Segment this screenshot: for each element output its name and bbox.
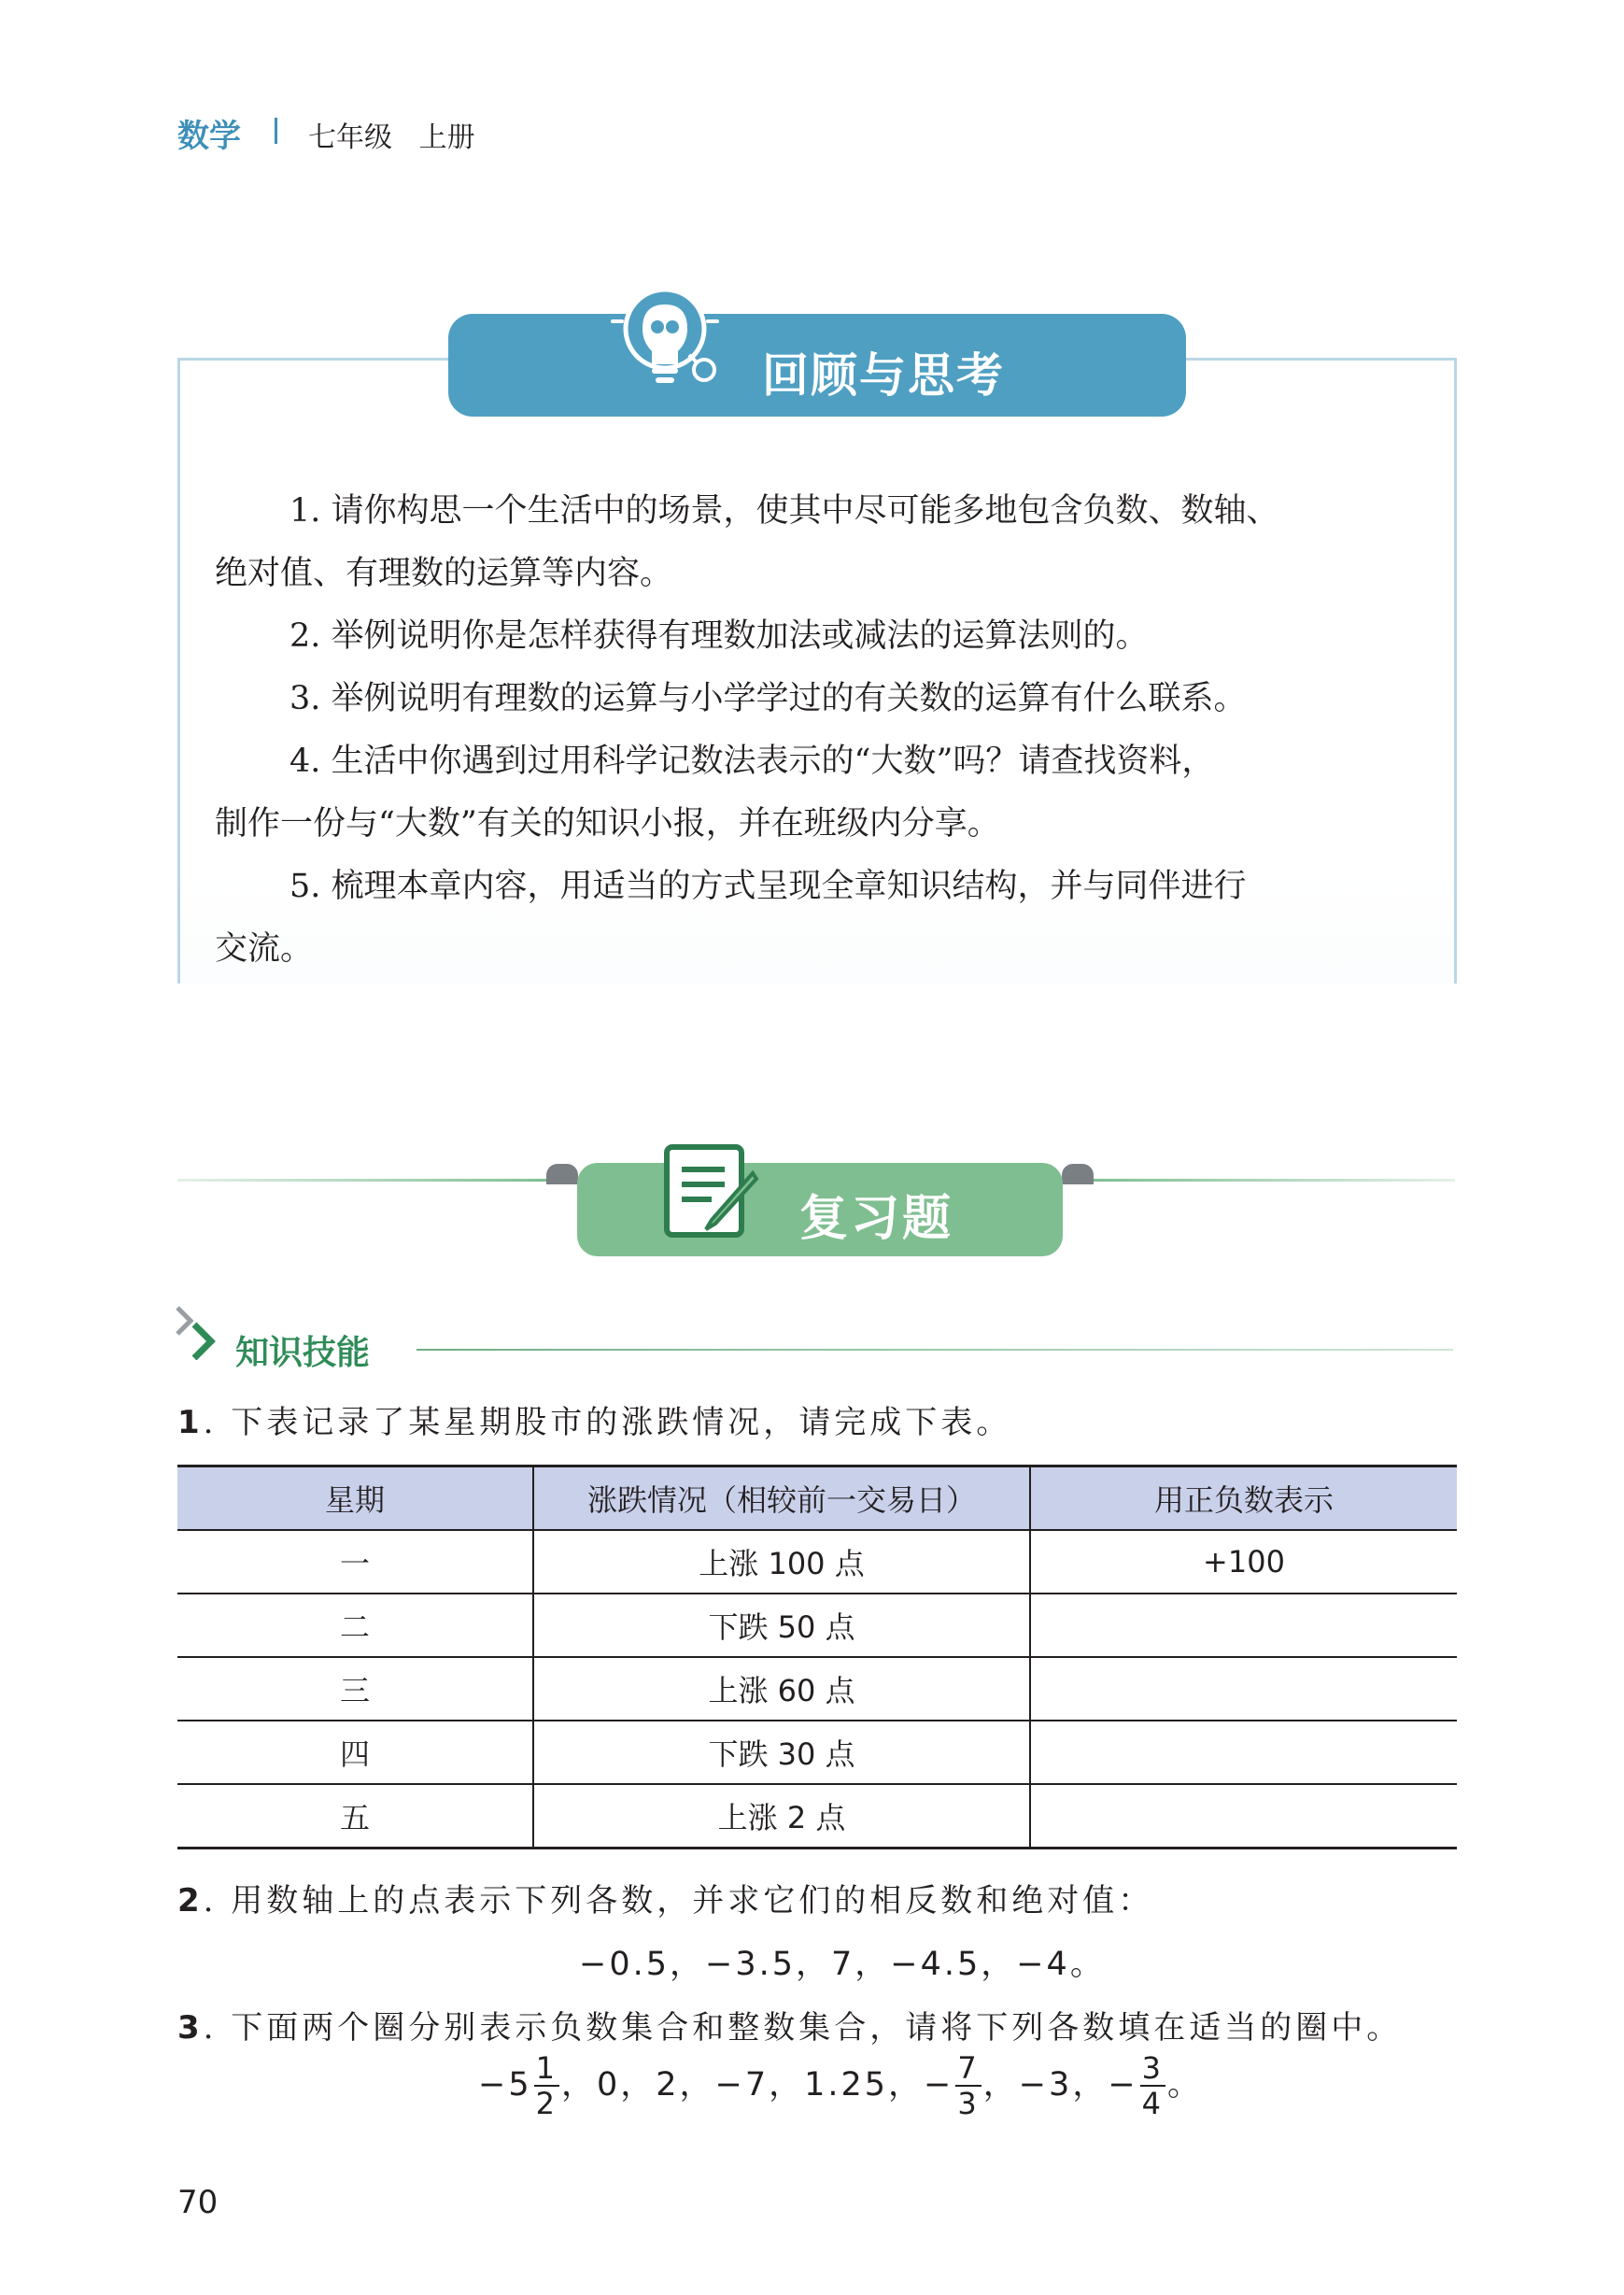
review-item-3 (215, 668, 1438, 730)
table-cell (1030, 1657, 1457, 1721)
question-1: 1. 下表记录了某星期股市的涨跌情况，请完成下表。 (177, 1404, 1012, 1441)
fraction-numerator: 1 (535, 2050, 558, 2086)
question-3: 3. 下面两个圈分别表示负数集合和整数集合，请将下列各数填在适当的圈中。 (177, 2009, 1403, 2047)
review-title: 回顾与思考 (762, 348, 1005, 403)
review-item-number: 2. (289, 617, 321, 655)
review-item-1 (215, 480, 1438, 543)
table-cell: 五 (177, 1784, 533, 1849)
table-cell: 上涨 60 点 (533, 1657, 1030, 1721)
review-item-4-cont: 制作一份与“大数”有关的知识小报，并在班级内分享。 (215, 805, 1000, 843)
question-2: 2. 用数轴上的点表示下列各数，并求它们的相反数和绝对值： (177, 1882, 1154, 1920)
review-item-text: 请你构思一个生活中的场景，使其中尽可能多地包含负数、数轴、 (331, 492, 1279, 530)
review-item-text: 梳理本章内容，用适当的方式呈现全章知识结构，并与同伴进行 (331, 868, 1247, 905)
number-list-text: ，−3，− (982, 2066, 1138, 2104)
lightbulb-icon (600, 267, 730, 407)
table-cell (1030, 1721, 1457, 1784)
header-divider (275, 118, 277, 144)
table-row (177, 1657, 1457, 1721)
header-grade (308, 114, 475, 155)
table-header-row (177, 1466, 1457, 1531)
question-text: 下面两个圈分别表示负数集合和整数集合，请将下列各数填在适当的圈中。 (231, 2009, 1403, 2047)
review-item-text: 生活中你遇到过用科学记数法表示的“大数”吗？请查找资料， (331, 743, 1215, 780)
page-number: 70 (177, 2184, 219, 2221)
banner-tab-right (1062, 1164, 1094, 1184)
review-item-text: 举例说明有理数的运算与小学学过的有关数的运算有什么联系。 (331, 680, 1247, 717)
banner-rule-right (1091, 1179, 1455, 1182)
table-row (177, 1784, 1457, 1849)
fraction-denominator: 2 (535, 2086, 558, 2121)
table-cell: 下跌 30 点 (533, 1721, 1030, 1784)
header-subject: 数学 (177, 118, 241, 155)
review-item-number: 1. (289, 492, 321, 530)
table-header-cell: 涨跌情况（相较前一交易日） (533, 1466, 1030, 1531)
table-cell: 上涨 100 点 (533, 1530, 1030, 1594)
section-rule (417, 1349, 1453, 1351)
review-item-5 (215, 856, 1438, 918)
table-cell: 下跌 50 点 (533, 1594, 1030, 1657)
review-item-5-cont: 交流。 (215, 930, 314, 968)
notepad-pencil-icon (659, 1138, 762, 1242)
review-item-number: 3. (289, 680, 321, 717)
table-cell (1030, 1784, 1457, 1849)
review-item-4 (215, 730, 1438, 793)
review-item-text: 举例说明你是怎样获得有理数加法或减法的运算法则的。 (331, 617, 1149, 655)
table-cell: 一 (177, 1530, 533, 1594)
chevron-right-icon (176, 1306, 224, 1360)
table-row (177, 1721, 1457, 1784)
review-item-2 (215, 605, 1438, 668)
fraction-numerator: 7 (957, 2050, 980, 2086)
exercises-title: 复习题 (799, 1191, 954, 1247)
table-cell: 二 (177, 1594, 533, 1657)
q3-number-list (478, 2051, 1203, 2120)
table-row (177, 1530, 1457, 1594)
q2-number-list: −0.5，−3.5，7，−4.5，−4。 (579, 1946, 1106, 1983)
section-title: 知识技能 (235, 1334, 371, 1372)
table-cell: +100 (1030, 1530, 1457, 1594)
banner-tab-left (546, 1164, 578, 1184)
question-number: 3 (177, 2009, 204, 2047)
number-list-text: 。 (1167, 2066, 1204, 2104)
table-header-cell: 用正负数表示 (1030, 1466, 1457, 1531)
fraction (1140, 2051, 1165, 2120)
table-cell: 四 (177, 1721, 533, 1784)
table-header-cell: 星期 (177, 1466, 533, 1531)
banner-rule-left (177, 1179, 551, 1182)
question-number: 2 (177, 1882, 204, 1920)
fraction-denominator: 3 (957, 2086, 980, 2121)
fraction-denominator: 4 (1141, 2086, 1164, 2121)
question-text: 下表记录了某星期股市的涨跌情况，请完成下表。 (231, 1404, 1012, 1441)
header-grade-level: 七年级 (308, 121, 392, 154)
table-cell: 上涨 2 点 (533, 1784, 1030, 1849)
fraction (955, 2051, 981, 2120)
header-volume: 上册 (418, 121, 475, 154)
review-item-number: 5. (289, 868, 321, 905)
mixed-number-whole: −5 (478, 2066, 532, 2104)
table-cell (1030, 1594, 1457, 1657)
number-list-text: ，0，2，−7，1.25，− (560, 2066, 954, 2104)
stock-table (177, 1465, 1457, 1849)
question-number: 1 (177, 1404, 204, 1441)
fraction-numerator: 3 (1141, 2050, 1164, 2086)
fraction (534, 2051, 559, 2120)
review-item-1-cont: 绝对值、有理数的运算等内容。 (215, 555, 673, 592)
table-cell: 三 (177, 1657, 533, 1721)
review-item-number: 4. (289, 743, 321, 780)
table-row (177, 1594, 1457, 1657)
question-text: 用数轴上的点表示下列各数，并求它们的相反数和绝对值： (231, 1882, 1154, 1920)
